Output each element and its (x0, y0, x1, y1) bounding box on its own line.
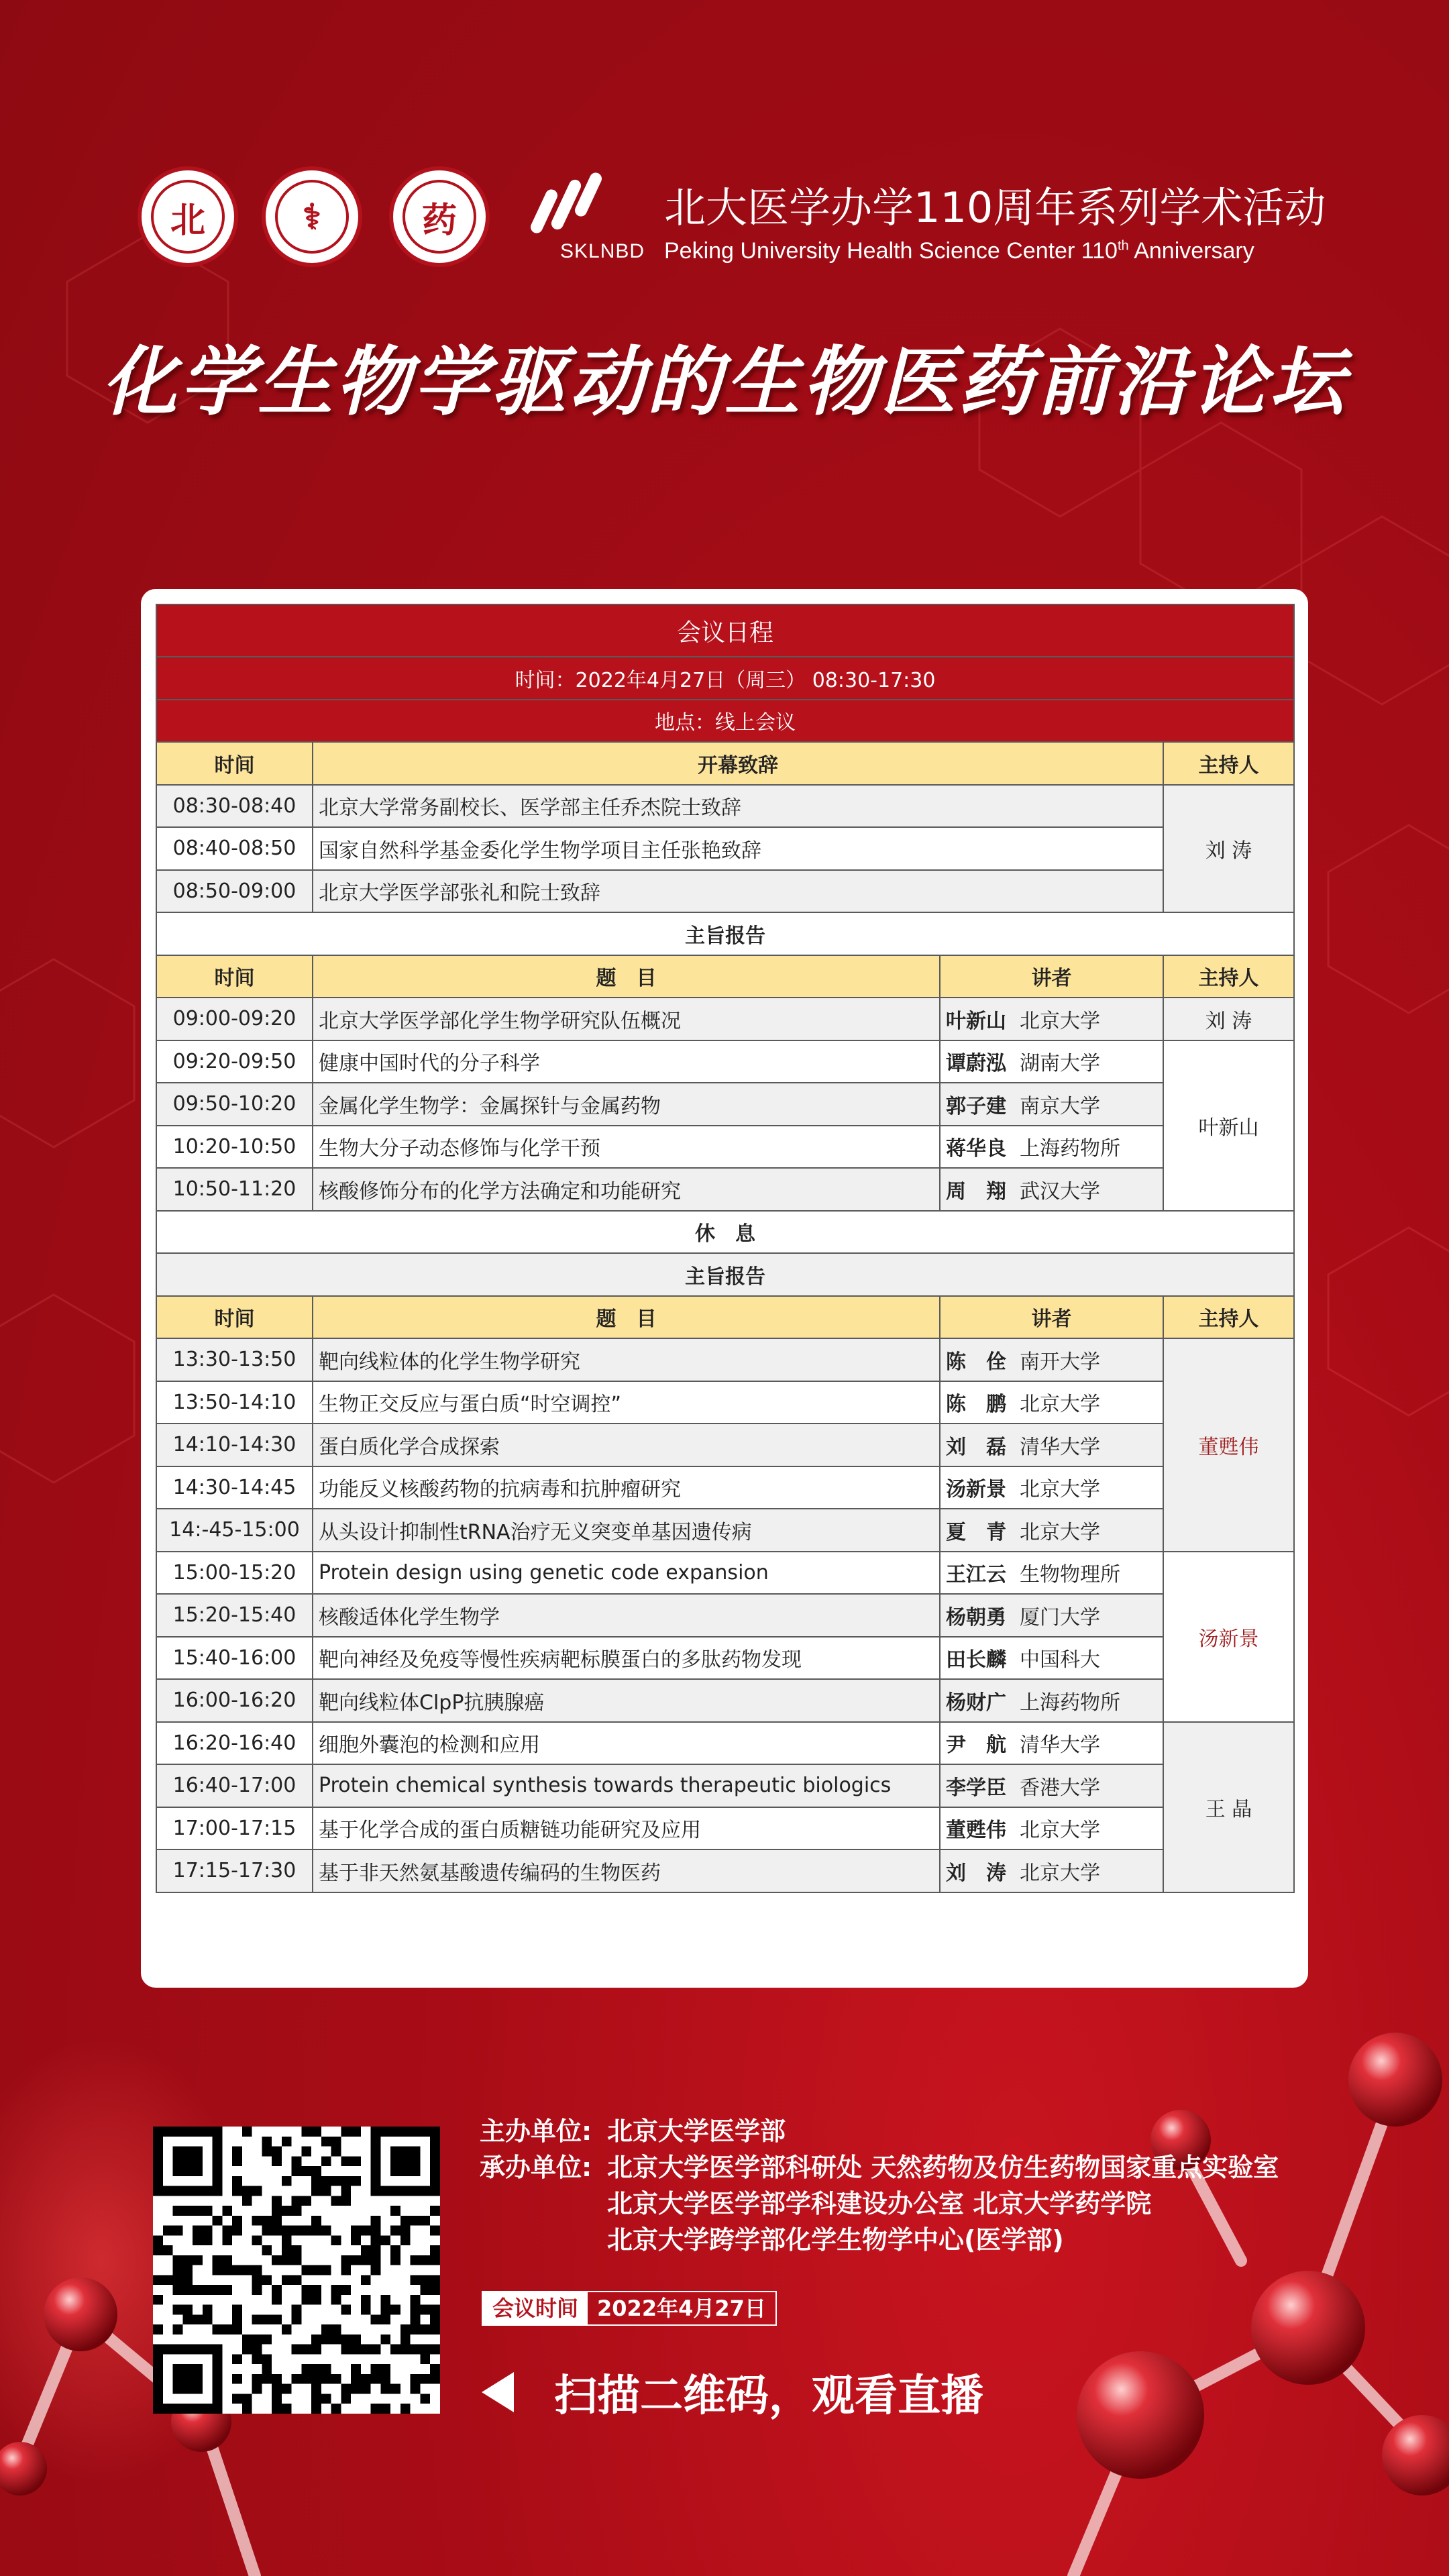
peking-university-seal-icon: 北 (138, 166, 238, 267)
table-row: 16:20-16:40 细胞外囊泡的检测和应用 尹 航 清华大学 王 晶 (156, 1722, 1294, 1765)
col-header-time: 时间 (156, 955, 313, 998)
organizer-label: 主办单位: (480, 2116, 592, 2146)
header (138, 161, 1326, 275)
section-title: 主旨报告 (156, 1253, 1294, 1296)
table-row: 15:40-16:00 靶向神经及免疫等慢性疾病靶标膜蛋白的多肽药物发现 田长麟 中国科大 (156, 1637, 1294, 1680)
schedule-card (141, 589, 1308, 1988)
host-cell: 董甦伟 (1163, 1338, 1294, 1552)
header-title (664, 174, 1326, 264)
lab-abbreviation: SKLNBD (560, 240, 645, 262)
table-row: 15:20-15:40 核酸适体化学生物学 杨朝勇 厦门大学 (156, 1594, 1294, 1637)
host-cell: 汤新景 (1163, 1552, 1294, 1722)
col-header-topic: 题 目 (313, 1296, 940, 1339)
host-cell: 王 晶 (1163, 1722, 1294, 1892)
col-header-time: 时间 (156, 1296, 313, 1339)
organizer-info (480, 2113, 1279, 2258)
schedule-location: 地点：线上会议 (156, 700, 1294, 743)
col-header-host: 主持人 (1163, 742, 1294, 785)
sklnbd-logo (517, 161, 657, 275)
host-cell: 叶新山 (1163, 1040, 1294, 1211)
scan-text: 扫描二维码，观看直播 (554, 2371, 983, 2421)
table-row: 17:00-17:15 基于化学合成的蛋白质糖链功能研究及应用 董甦伟 北京大学 (156, 1807, 1294, 1850)
sklnbd-mark-icon (530, 168, 604, 241)
table-row: 08:40-08:50 国家自然科学基金委化学生物学项目主任张艳致辞 (156, 827, 1294, 870)
schedule-table (156, 604, 1295, 1893)
table-row: 09:00-09:20 北京大学医学部化学生物学研究队伍概况 叶新山 北京大学 刘 涛 (156, 998, 1294, 1040)
schedule-time: 时间：2022年4月27日（周三） 08:30-17:30 (156, 657, 1294, 700)
table-row: 09:20-09:50 健康中国时代的分子科学 谭蔚泓 湖南大学 叶新山 (156, 1040, 1294, 1083)
qr-code-icon[interactable] (153, 2127, 440, 2414)
health-science-center-seal-icon: ⚕ (262, 166, 362, 267)
table-row: 13:30-13:50 靶向线粒体的化学生物学研究 陈 佺 南开大学 董甦伟 (156, 1338, 1294, 1381)
page-title: 化学生物学驱动的生物医药前沿论坛 (102, 339, 1347, 426)
table-row: 09:50-10:20 金属化学生物学：金属探针与金属药物 郭子建 南京大学 (156, 1083, 1294, 1126)
co-organizer-line: 北京大学医学部学科建设办公室 北京大学药学院 (607, 2189, 1152, 2218)
co-organizer-label: 承办单位: (480, 2153, 592, 2182)
table-row: 15:00-15:20 Protein design using genetic code expansion 王江云 生物物理所 汤新景 (156, 1552, 1294, 1595)
col-header-time: 时间 (156, 742, 313, 785)
header-title-cn: 北大医学办学110周年系列学术活动 (664, 183, 1326, 232)
schedule-title: 会议日程 (156, 604, 1294, 657)
meeting-time-badge (482, 2291, 777, 2326)
table-row: 16:00-16:20 靶向线粒体ClpP抗胰腺癌 杨财广 上海药物所 (156, 1679, 1294, 1722)
arrow-left-icon (482, 2372, 514, 2412)
table-row: 14:-45-15:00 从头设计抑制性tRNA治疗无义突变单基因遗传病 夏 青 北京大学 (156, 1509, 1294, 1552)
col-header-opening: 开幕致辞 (313, 742, 1163, 785)
table-row: 08:50-09:00 北京大学医学部张礼和院士致辞 (156, 870, 1294, 913)
host-cell: 刘 涛 (1163, 785, 1294, 913)
co-organizer-line: 北京大学跨学部化学生物学中心(医学部) (607, 2225, 1064, 2255)
table-row: 10:20-10:50 生物大分子动态修饰与化学干预 蒋华良 上海药物所 (156, 1126, 1294, 1169)
header-title-en: Peking University Health Science Center 110th Anniversary (664, 238, 1254, 264)
table-row: 14:10-14:30 蛋白质化学合成探索 刘 磊 清华大学 (156, 1424, 1294, 1466)
col-header-host: 主持人 (1163, 1296, 1294, 1339)
table-row: 14:30-14:45 功能反义核酸药物的抗病毒和抗肿瘤研究 汤新景 北京大学 (156, 1466, 1294, 1509)
host-cell: 刘 涛 (1163, 998, 1294, 1040)
table-row: 10:50-11:20 核酸修饰分布的化学方法确定和功能研究 周 翔 武汉大学 (156, 1168, 1294, 1211)
col-header-topic: 题 目 (313, 955, 940, 998)
col-header-host: 主持人 (1163, 955, 1294, 998)
section-title: 主旨报告 (156, 912, 1294, 955)
meeting-date: 2022年4月27日 (597, 2296, 766, 2321)
col-header-speaker: 讲者 (940, 1296, 1163, 1339)
scan-callout (482, 2361, 983, 2423)
meeting-time-label: 会议时间 (483, 2292, 588, 2324)
break-row: 休 息 (156, 1211, 1294, 1254)
table-row: 13:50-14:10 生物正交反应与蛋白质“时空调控” 陈 鹏 北京大学 (156, 1381, 1294, 1424)
pharmacy-school-seal-icon: 药 (389, 166, 490, 267)
table-row: 17:15-17:30 基于非天然氨基酸遗传编码的生物医药 刘 涛 北京大学 (156, 1849, 1294, 1892)
organizer: 北京大学医学部 (607, 2116, 786, 2146)
table-row: 08:30-08:40 北京大学常务副校长、医学部主任乔杰院士致辞 刘 涛 (156, 785, 1294, 828)
table-row: 16:40-17:00 Protein chemical synthesis towards therapeutic biologics 李学臣 香港大学 (156, 1764, 1294, 1807)
col-header-speaker: 讲者 (940, 955, 1163, 998)
co-organizer-line: 北京大学医学部科研处 天然药物及仿生药物国家重点实验室 (607, 2153, 1279, 2182)
